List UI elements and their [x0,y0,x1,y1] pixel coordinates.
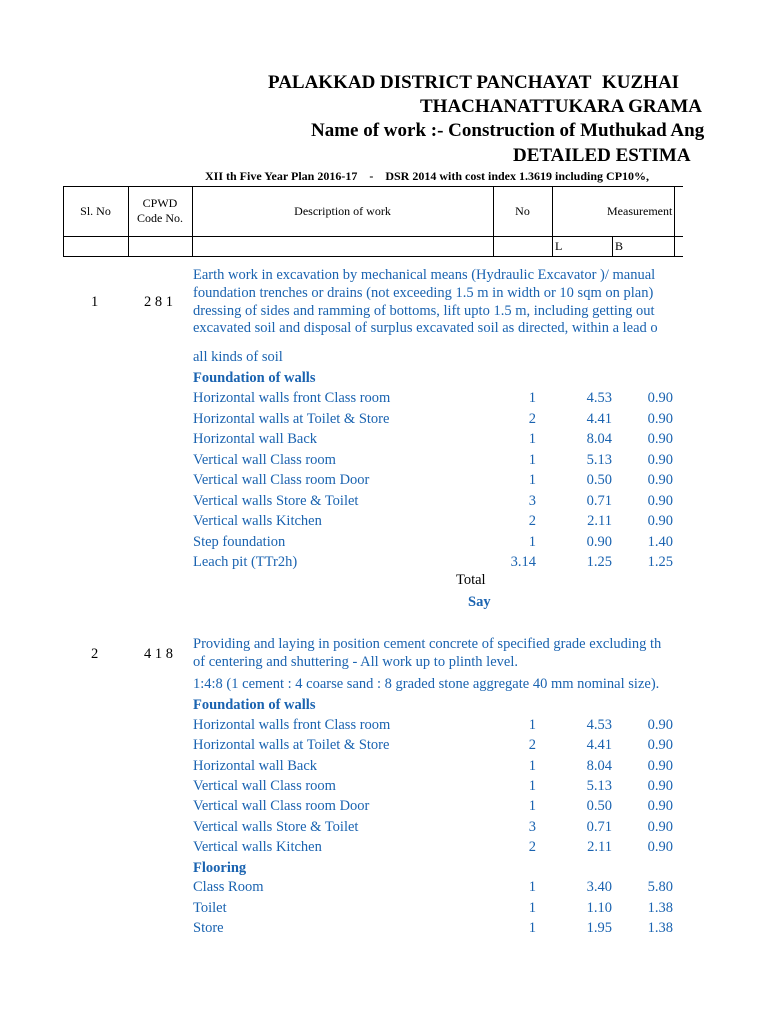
row-length: 8.04 [586,431,612,447]
row-description: Vertical walls Store & Toilet [193,818,359,835]
row-no: 1 [528,879,536,895]
item2-mix: 1:4:8 (1 cement : 4 coarse sand : 8 graded stone aggregate 40 mm nominal size). [193,676,660,692]
row-description: Store [193,920,224,937]
item1-sl-no: 1 [91,294,99,310]
col-header-no: No [515,203,530,218]
row-length: 0.50 [586,472,612,488]
item2-sl-no: 2 [91,646,99,662]
row-breadth: 1.25 [647,554,673,570]
row-description: Horizontal wall Back [193,757,318,774]
row-description: Class Room [193,879,264,895]
col-header-b: B [615,239,624,253]
row-description: Vertical walls Store & Toilet [193,492,359,509]
grid-line-bottom [63,256,683,257]
row-length: 0.71 [586,818,612,835]
item1-desc-line2: foundation trenches or drains (not exceeding 1.5 m in width or 10 sqm on plan) [193,285,654,301]
row-length: 1.95 [586,920,612,937]
header-block: KUZHAI [602,72,680,93]
col-header-sl-no: Sl. No [80,203,111,218]
row-no: 1 [528,390,536,406]
row-breadth: 0.90 [647,798,673,815]
row-length: 1.10 [586,899,612,916]
row-no: 2 [528,838,536,855]
row-description: Horizontal walls at Toilet & Store [193,410,390,427]
header-name-of-work: Name of work :- Construction of Muthukad Ang [311,120,705,141]
row-no: 1 [528,798,536,815]
dsr-info: DSR 2014 with cost index 1.3619 including CP10%, [385,169,650,183]
row-description: Toilet [193,899,227,916]
row-length: 2.11 [587,513,612,529]
row-description: Step foundation [193,533,286,550]
item2-cpwd-code: 4 1 8 [144,646,173,662]
col-header-measurement: Measurement [607,204,673,218]
plan-dash: - [369,169,374,183]
row-length: 1.25 [586,554,612,570]
row-length: 3.40 [586,879,612,895]
row-description: Vertical walls Kitchen [193,513,322,529]
row-breadth: 0.90 [647,451,673,468]
row-breadth: 0.90 [647,431,673,447]
row-breadth: 1.38 [647,920,673,937]
row-breadth: 0.90 [647,818,673,835]
row-breadth: 0.90 [647,513,673,529]
row-description: Vertical wall Class room Door [193,472,370,488]
item2-desc-line2: of centering and shuttering - All work up to plinth level. [193,654,518,670]
row-no: 1 [528,757,536,774]
row-breadth: 0.90 [647,472,673,488]
header-district: PALAKKAD DISTRICT PANCHAYAT [268,72,592,93]
row-description: Leach pit (TTr2h) [193,554,298,570]
row-breadth: 0.90 [647,390,673,406]
row-description: Vertical wall Class room Door [193,798,370,815]
row-length: 5.13 [586,777,612,794]
col-header-description: Description of work [294,203,391,218]
row-no: 1 [528,451,536,468]
row-length: 0.50 [586,798,612,815]
row-no: 3 [528,818,536,835]
row-breadth: 5.80 [647,879,673,895]
row-breadth: 0.90 [647,737,673,754]
row-no: 3.14 [510,554,536,570]
row-description: Horizontal walls front Class room [193,717,391,733]
item1-desc-line1: Earth work in excavation by mechanical means (Hydraulic Excavator )/ manual [193,267,656,283]
grid-line-v4 [552,186,553,256]
row-length: 0.90 [586,533,612,550]
item2-section-flooring: Flooring [193,860,247,876]
row-length: 8.04 [586,757,612,774]
header-grama: THACHANATTUKARA GRAMA [420,96,703,117]
item1-say-label: Say [468,594,491,610]
item1-section-foundation: Foundation of walls [193,370,316,386]
item1-desc-line3: dressing of sides and ramming of bottoms, lift upto 1.5 m, including getting out [193,303,655,319]
row-no: 2 [528,513,536,529]
col-header-cpwd-line2: Code No. [137,211,183,225]
row-breadth: 0.90 [647,717,673,733]
row-description: Vertical wall Class room [193,777,336,794]
row-no: 1 [528,472,536,488]
plan-info [205,169,649,184]
row-length: 4.41 [586,737,612,754]
row-breadth: 0.90 [647,492,673,509]
row-breadth: 0.90 [647,838,673,855]
row-length: 4.53 [586,390,612,406]
row-description: Horizontal walls front Class room [193,390,391,406]
item1-total-label: Total [456,572,486,588]
plan-name: XII th Five Year Plan 2016-17 [205,169,358,183]
row-no: 1 [528,899,536,916]
item1-cpwd-code: 2 8 1 [144,294,173,310]
row-no: 1 [528,920,536,937]
row-breadth: 1.38 [647,899,673,916]
grid-line-v5 [612,236,613,256]
row-description: Horizontal walls at Toilet & Store [193,737,390,754]
grid-line-v6 [674,186,675,256]
row-length: 0.71 [586,492,612,509]
row-length: 2.11 [587,838,612,855]
row-breadth: 0.90 [647,757,673,774]
col-header-l: L [555,239,563,253]
item1-soil: all kinds of soil [193,349,283,365]
col-header-cpwd-line1: CPWD [142,196,178,210]
row-no: 1 [528,777,536,794]
item1-desc-line4: excavated soil and disposal of surplus excavated soil as directed, within a lead o [193,320,658,336]
row-description: Vertical wall Class room [193,451,336,468]
item2-desc-line1: Providing and laying in position cement concrete of specified grade excluding th [193,636,662,652]
row-no: 1 [528,431,536,447]
row-length: 4.41 [586,410,612,427]
row-description: Horizontal wall Back [193,431,318,447]
row-no: 1 [528,533,536,550]
row-breadth: 0.90 [647,410,673,427]
row-no: 2 [528,737,536,754]
row-no: 2 [528,410,536,427]
row-length: 5.13 [586,451,612,468]
grid-line-mid [63,236,683,237]
col-header-cpwd [128,186,192,236]
row-breadth: 1.40 [647,533,673,550]
row-description: Vertical walls Kitchen [193,838,322,855]
row-no: 3 [528,492,536,509]
row-no: 1 [528,717,536,733]
header-detailed-estimate: DETAILED ESTIMA [513,145,691,166]
item2-section-foundation: Foundation of walls [193,697,316,713]
row-length: 4.53 [586,717,612,733]
row-breadth: 0.90 [647,777,673,794]
